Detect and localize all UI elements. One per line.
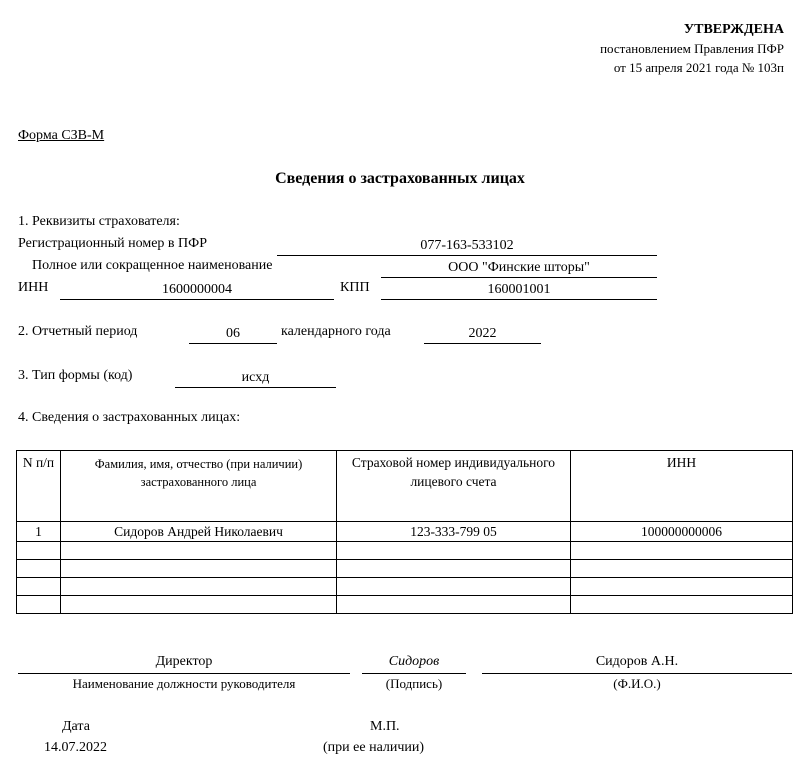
date-label: Дата [62,719,90,734]
year-field: 2022 [424,324,541,344]
column-header-snils: Страховой номер индивидуального лицевого счета [337,451,571,522]
fio-caption: (Ф.И.О.) [613,676,661,691]
table-row-empty [17,578,793,596]
column-header-inn: ИНН [571,451,793,522]
signature-line [362,673,466,674]
form-name: Форма СЗВ-М [18,128,105,143]
cell-inn: 100000000006 [571,522,793,542]
kpp-field: 160001001 [381,280,657,300]
insured-persons-table [16,450,793,614]
table-row [17,522,793,542]
kpp-label: КПП [340,280,370,295]
form-type-field: исхд [175,368,336,388]
inn-field: 1600000004 [60,280,334,300]
approval-line-3: от 15 апреля 2021 года № 103п [613,60,784,75]
period-label: 2. Отчетный период [18,324,138,339]
table-row-empty [17,596,793,614]
signature-caption: (Подпись) [385,676,443,691]
table-row-empty [17,560,793,578]
approval-heading: УТВЕРЖДЕНА [683,22,784,37]
fio-line [482,673,792,674]
org-name-field: ООО "Финские шторы" [381,258,657,278]
date-value: 14.07.2022 [44,740,107,755]
section1-heading: 1. Реквизиты страхователя: [18,214,180,229]
approval-block [600,20,784,77]
cell-snils: 123-333-799 05 [337,522,571,542]
reg-number-label: Регистрационный номер в ПФР [18,236,207,251]
table-header-row [17,451,793,522]
cell-number: 1 [17,522,61,542]
approval-line-2: постановлением Правления ПФР [600,41,784,56]
cell-fio: Сидоров Андрей Николаевич [61,522,337,542]
stamp-label: М.П. [370,719,400,734]
fio-value: Сидоров А.Н. [595,654,679,669]
position-line [18,673,350,674]
year-label: календарного года [281,324,391,339]
column-header-number: N п/п [17,451,61,522]
period-field: 06 [189,324,277,344]
signature-value: Сидоров [388,654,440,669]
inn-label: ИНН [18,280,49,295]
org-name-label: Полное или сокращенное наименование [32,258,273,273]
column-header-fio: Фамилия, имя, отчество (при наличии) застрахованного лица [61,451,337,522]
section4-heading: 4. Сведения о застрахованных лицах: [18,410,241,425]
document-title: Сведения о застрахованных лицах [275,170,525,187]
form-type-label: 3. Тип формы (код) [18,368,133,383]
position-value: Директор [155,654,213,669]
stamp-caption: (при ее наличии) [323,740,425,755]
table-row-empty [17,542,793,560]
position-caption: Наименование должности руководителя [72,676,296,691]
reg-number-field: 077-163-533102 [277,236,657,256]
